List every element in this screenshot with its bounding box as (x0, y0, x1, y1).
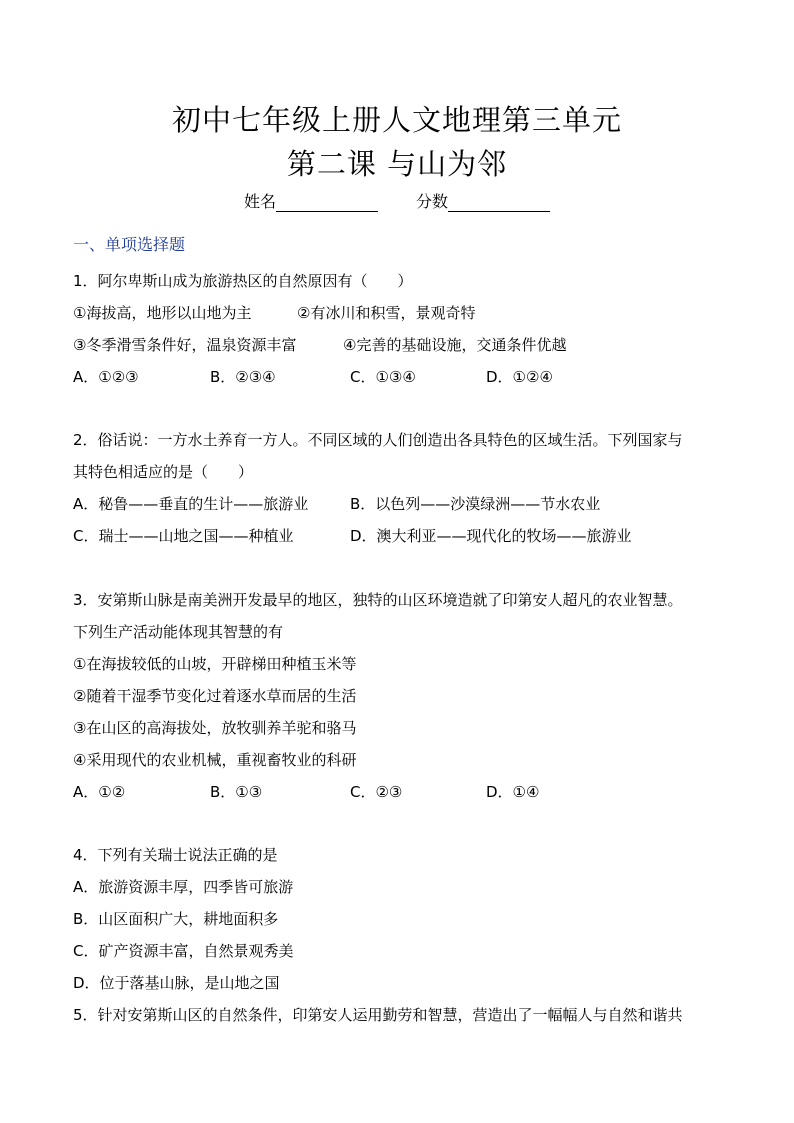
name-blank[interactable] (276, 195, 378, 212)
q4-option-d[interactable]: D．位于落基山脉，是山地之国 (73, 974, 280, 992)
q1-statement-1: ①海拔高，地形以山地为主 (73, 304, 252, 322)
q3-option-b[interactable]: B．①③ (210, 783, 263, 801)
q2-option-a[interactable]: A．秘鲁——垂直的生计——旅游业 (73, 495, 309, 513)
q2-option-c[interactable]: C．瑞士——山地之国——种植业 (73, 527, 294, 545)
q2-option-d[interactable]: D．澳大利亚——现代化的牧场——旅游业 (350, 527, 632, 545)
q3-option-a[interactable]: A．①② (73, 783, 126, 801)
q1-statement-3: ③冬季滑雪条件好，温泉资源丰富 (73, 336, 297, 354)
section-title: 一、单项选择题 (73, 235, 186, 254)
q3-statement-2: ②随着干湿季节变化过着逐水草而居的生活 (73, 687, 357, 705)
name-score-line (0, 189, 794, 212)
q2-stem-line-2: 其特色相适应的是（ ） (73, 463, 254, 481)
q3-option-d[interactable]: D．①④ (486, 783, 540, 801)
q1-option-c[interactable]: C．①③④ (350, 368, 416, 386)
q1-option-d[interactable]: D．①②④ (486, 368, 553, 386)
q3-stem-line-1: 3．安第斯山脉是南美洲开发最早的地区，独特的山区环境造就了印第安人超凡的农业智慧。 (73, 591, 683, 609)
q2-option-b[interactable]: B．以色列——沙漠绿洲——节水农业 (350, 495, 601, 513)
q3-stem-line-2: 下列生产活动能体现其智慧的有 (73, 623, 284, 641)
q4-option-c[interactable]: C．矿产资源丰富，自然景观秀美 (73, 942, 294, 960)
q4-option-b[interactable]: B．山区面积广大，耕地面积多 (73, 910, 279, 928)
q1-option-b[interactable]: B．②③④ (210, 368, 276, 386)
title-line-1: 初中七年级上册人文地理第三单元 (171, 103, 622, 137)
q1-statement-4: ④完善的基础设施，交通条件优越 (343, 336, 567, 354)
q3-statement-1: ①在海拔较低的山坡，开辟梯田种植玉米等 (73, 655, 357, 673)
q5-stem-line-1: 5．针对安第斯山区的自然条件，印第安人运用勤劳和智慧，营造出了一幅幅人与自然和谐共 (73, 1006, 683, 1024)
q3-statement-3: ③在山区的高海拔处，放牧驯养羊驼和骆马 (73, 719, 357, 737)
name-label: 姓名 (243, 192, 276, 211)
q1-option-a[interactable]: A．①②③ (73, 368, 139, 386)
q1-statement-2: ②有冰川和积雪，景观奇特 (297, 304, 476, 322)
q3-option-c[interactable]: C．②③ (350, 783, 403, 801)
q3-statement-4: ④采用现代的农业机械，重视畜牧业的科研 (73, 751, 357, 769)
q4-stem: 4．下列有关瑞士说法正确的是 (73, 846, 278, 864)
score-blank[interactable] (448, 195, 550, 212)
q1-stem: 1．阿尔卑斯山成为旅游热区的自然原因有（ ） (73, 272, 413, 290)
q4-option-a[interactable]: A．旅游资源丰厚，四季皆可旅游 (73, 878, 294, 896)
title-line-2: 第二课 与山为邻 (286, 147, 508, 181)
q2-stem-line-1: 2．俗话说：一方水土养育一方人。不同区域的人们创造出各具特色的区域生活。下列国家与 (73, 431, 683, 449)
score-label: 分数 (416, 192, 449, 211)
